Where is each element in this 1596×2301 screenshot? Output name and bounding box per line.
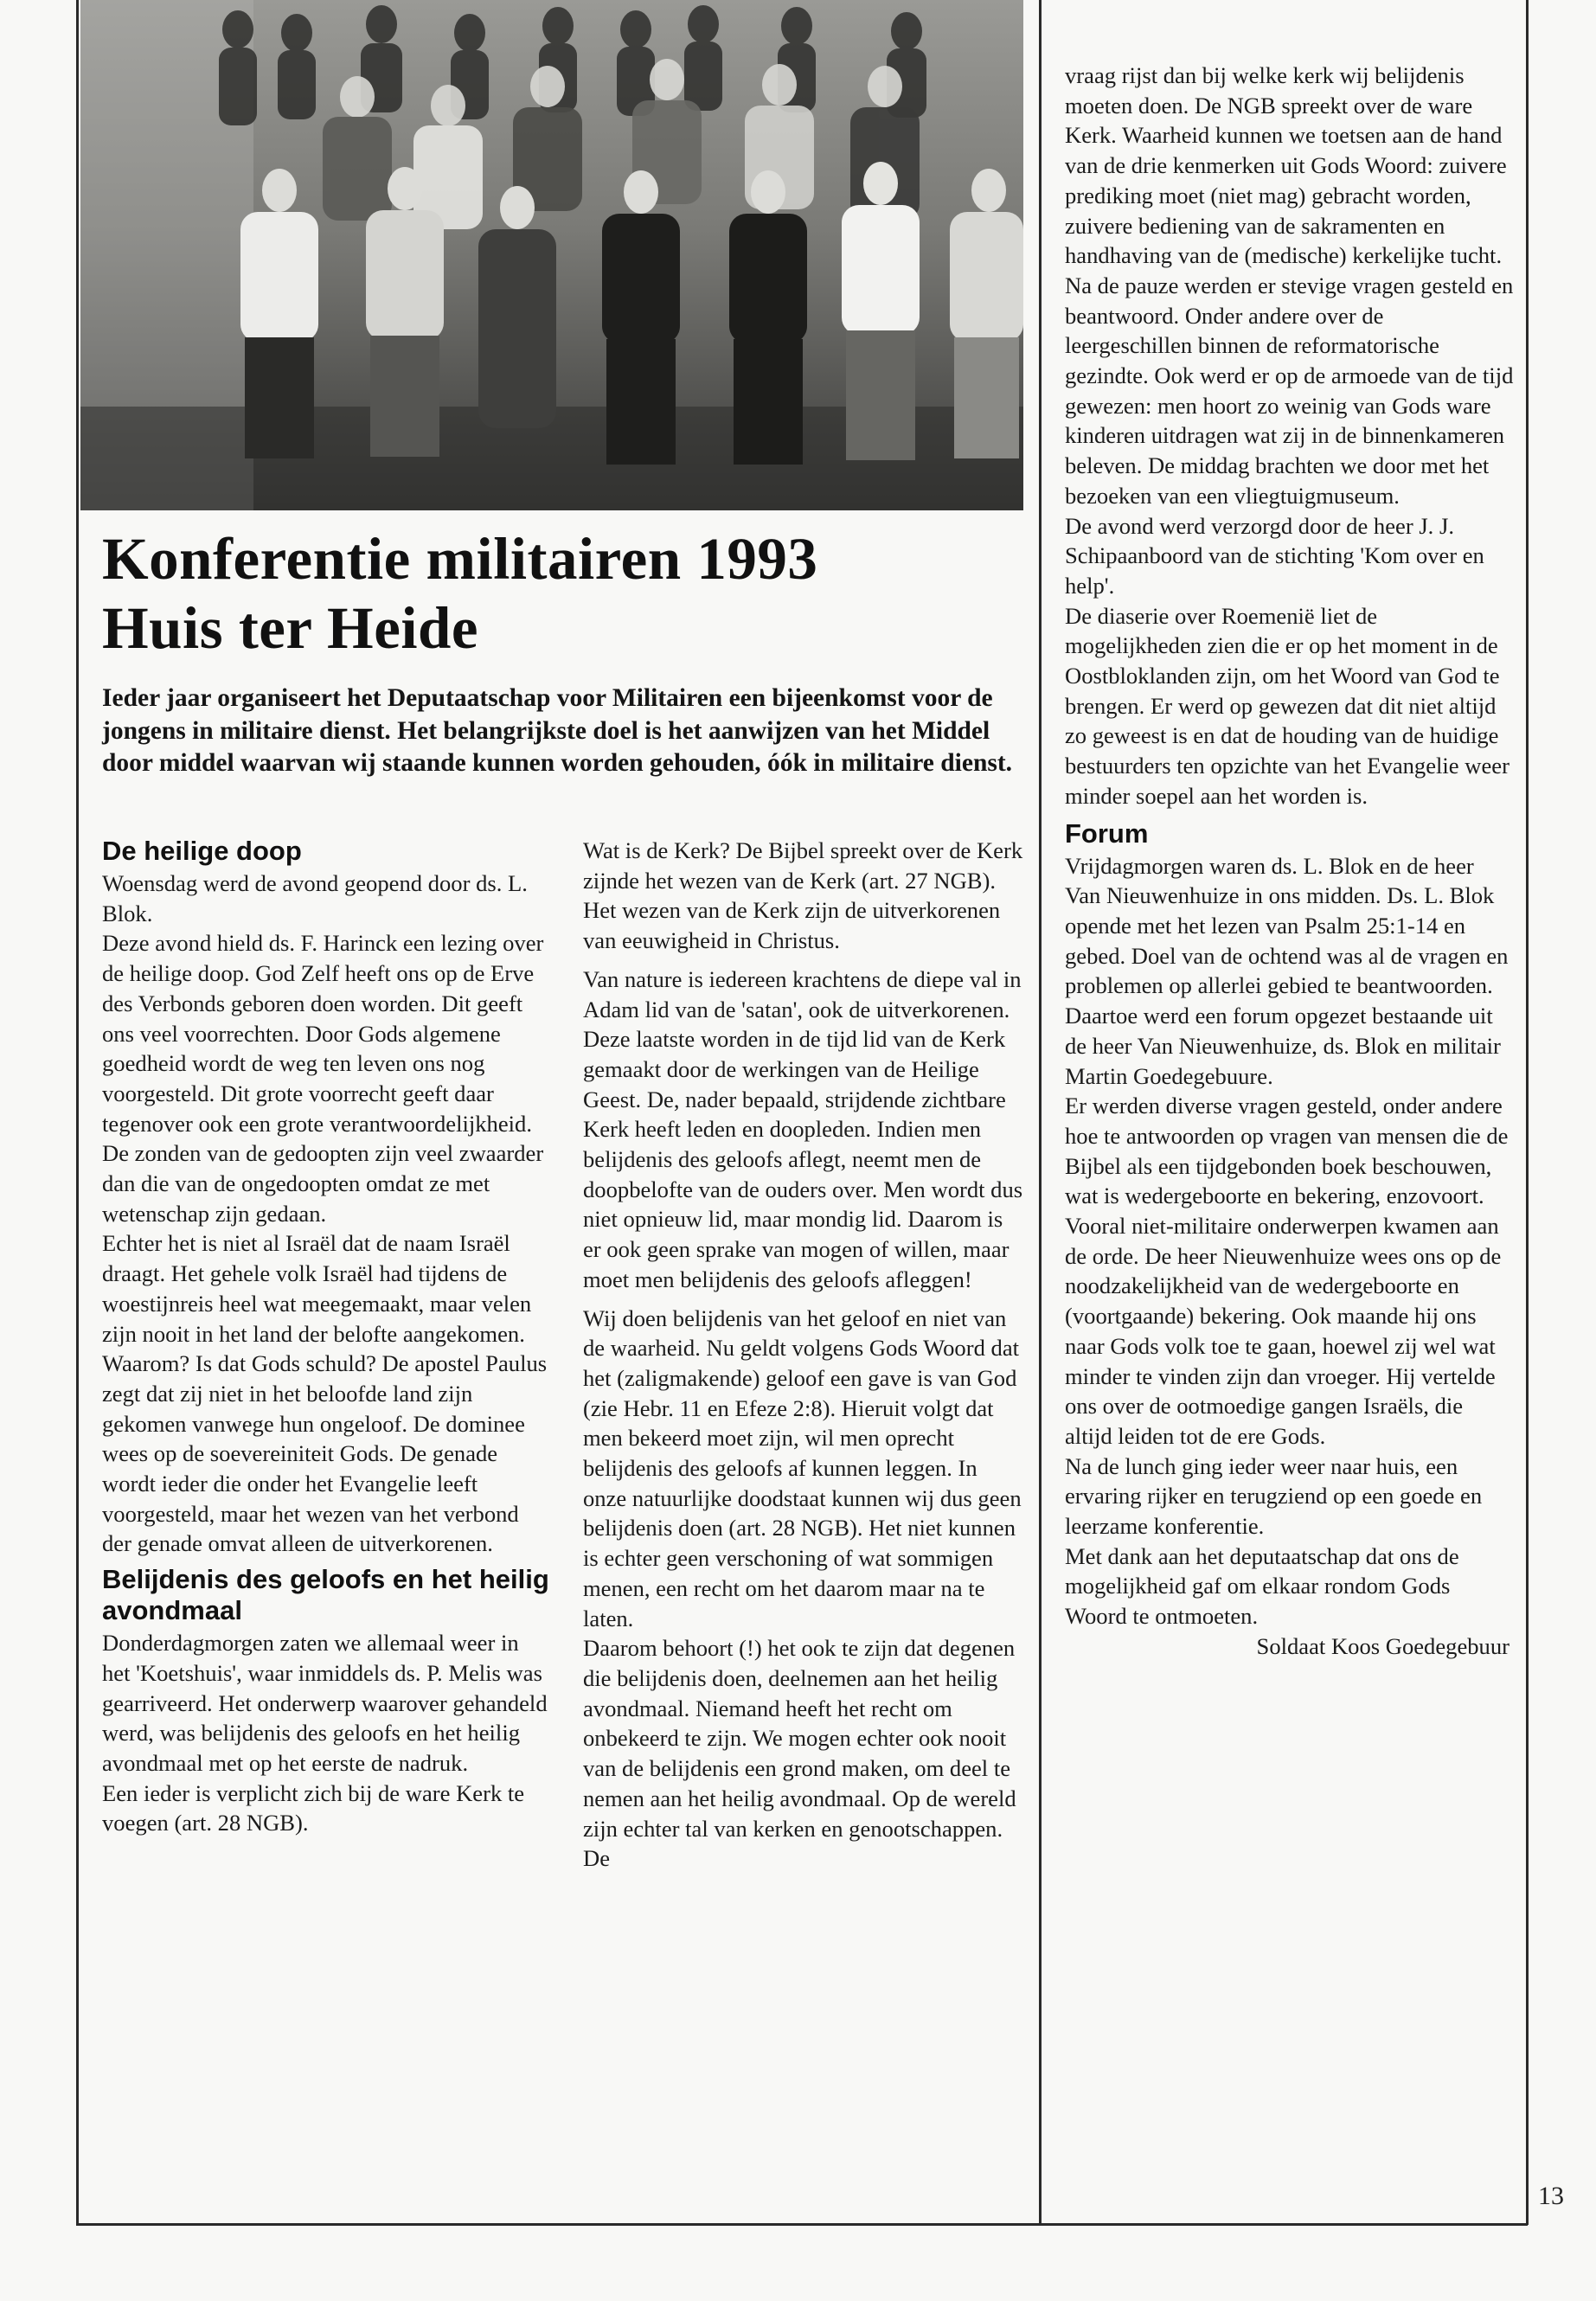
section-heading-belijdenis: Belijdenis des geloofs en het heilig avondmaal [102, 1564, 549, 1626]
paragraph: De avond werd verzorgd door de heer J. J. Schipaanboord van de stichting 'Kom over en help'. [1065, 512, 1484, 599]
column-divider-rule [1039, 0, 1042, 2225]
paragraph: Donderdagmorgen zaten we allemaal weer in het 'Koetshuis', waar inmiddels ds. P. Melis was gearriveerd. Het onderwerp waarover gehandeld werd, was belijdenis des geloofs en het heilig avondmaal met op het eerste de nadruk. [102, 1630, 548, 1776]
paragraph: Van nature is iedereen krachtens de diepe val in Adam lid van de 'satan', ook de uitverkorenen. Deze laatste worden in de tijd lid van de Kerk gemaakt door de werkingen van de Heilige Geest. De, nader bepaald, strijdende zichtbare Kerk heeft leden en doopleden. Indien men belijdenis des geloofs aflegt, neemt men de doopbelofte van de ouders over. Men wordt dus niet opnieuw lid, maar mondig lid. Daarom is er ook geen sprake van mogen of willen, maar moet men belijdenis des geloofs afleggen! [583, 965, 1023, 1292]
group-photo-image [80, 0, 1023, 510]
group-photo [80, 0, 1023, 510]
paragraph: vraag rijst dan bij welke kerk wij belijdenis moeten doen. De NGB spreekt over de ware Kerk. Waarheid kunnen we toetsen aan de hand van de drie kenmerken uit Gods Woord: zuivere prediking moet (niet mag) gebracht worden, zuivere bediening van de sakramenten en handhaving van de (medische) kerkelijke tucht. [1065, 62, 1507, 269]
article-headline [102, 524, 1036, 663]
paragraph: Daarom behoort (!) het ook te zijn dat degenen die belijdenis doen, deelnemen aan het heilig avondmaal. Niemand heeft het recht om onbekeerd te zijn. We mogen echter ook nooit van de belijdenis een grond maken, om deel te nemen aan het heilig avondmaal. Op de wereld zijn echter tal van kerken en genootschappen. De [583, 1635, 1016, 1872]
paragraph: Na de pauze werden er stevige vragen gesteld en beantwoord. Onder andere over de leergeschillen binnen de reformatorische gezindte. Ook werd er op de armoede van de tijd gewezen: men hoort zo weinig van Gods ware kinderen uitdragen wat zij in de binnenkameren beleven. De middag brachten we door met het bezoeken van een vliegtuigmuseum. [1065, 272, 1514, 509]
paragraph: Wat is de Kerk? De Bijbel spreekt over de Kerk zijnde het wezen van de Kerk (art. 27 NGB). Het wezen van de Kerk zijn de uitverkorenen van eeuwigheid in Christus. [583, 837, 1023, 954]
headline-line-1: Konferentie militairen 1993 [102, 526, 818, 592]
paragraph: Woensdag werd de avond geopend door ds. L. Blok. [102, 870, 528, 926]
paragraph: Er werden diverse vragen gesteld, onder andere hoe te antwoorden op vragen van mensen die de Bijbel als een tijdgebonden boek beschouwen, wat is wedergeboorte en bekering, enzovoort. Vooral niet-militaire onderwerpen kwamen aan de orde. De heer Nieuwenhuize wees ons op de noodzakelijkheid van de wedergeboorte en (voortgaande) bekering. Ook maande hij ons naar Gods volk toe te gaan, hoewel zij wel wat minder te vinden zijn dan vroeger. Hij vertelde ons over de ootmoedige gangen Israëls, die altijd leiden tot de ere Gods. [1065, 1093, 1509, 1449]
paragraph: Vrijdagmorgen waren ds. L. Blok en de heer Van Nieuwenhuize in ons midden. Ds. L. Blok opende met het lezen van Psalm 25:1-14 en gebed. Doel van de ochtend was al de vragen en problemen op allerlei gebied te beantwoorden. Daartoe werd een forum opgezet bestaande uit de heer Van Nieuwenhuize, ds. Blok en militair Martin Goedegebuure. [1065, 852, 1509, 1089]
paragraph: Echter het is niet al Israël dat de naam Israël draagt. Het gehele volk Israël had tijdens de woestijnreis heel wat meegemaakt, maar velen zijn nooit in het land der belofte aangekomen. Waarom? Is dat Gods schuld? De apostel Paulus zegt dat zij niet in het beloofde land zijn gekomen vanwege hun ongeloof. De dominee wees op de soevereiniteit Gods. De genade wordt ieder die onder het Evangelie leeft voorgesteld, maar het wezen van het verbond der genade omvat alleen de uitverkorenen. [102, 1230, 548, 1557]
headline-line-2: Huis ter Heide [102, 595, 479, 661]
paragraph: Een ieder is verplicht zich bij de ware Kerk te voegen (art. 28 NGB). [102, 1779, 525, 1836]
article-intro: Ieder jaar organiseert het Deputaatschap voor Militairen een bijeenkomst voor de jongens in militaire dienst. Het belangrijkste doel is het aanwijzen van het Middel door middel waarvan wij staande kunnen worden gehouden, óók in militaire dienst. [102, 684, 1013, 777]
frame-right-rule [1526, 0, 1529, 2225]
page-number: 13 [1538, 2182, 1564, 2210]
paragraph: Deze avond hield ds. F. Harinck een lezing over de heilige doop. God Zelf heeft ons op de Erve des Verbonds geboren doen worden. Dit geeft ons veel voorrechten. Door Gods algemene goedheid wordt de weg ten leven ons nog voorgesteld. Dit grote voorrecht geeft daar tegenover ook een grote verantwoordelijkheid. De zonden van de gedoopten zijn veel zwaarder dan die van de ongedoopten omdat ze met wetenschap zijn gedaan. [102, 930, 544, 1227]
frame-left-rule [76, 0, 79, 2225]
paragraph: Na de lunch ging ieder weer naar huis, een ervaring rijker en terugziend op een goede en leerzame konferentie. [1065, 1452, 1483, 1540]
paragraph: Met dank aan het deputaatschap dat ons de mogelijkheid gaf om elkaar rondom Gods Woord te ontmoeten. [1065, 1542, 1459, 1630]
section-heading-forum: Forum [1065, 817, 1149, 849]
paragraph: De diaserie over Roemenië liet de mogelijkheden zien die er op het moment in de Oostbloklanden zijn, om het Woord van God te brengen. Er werd op gewezen dat dit niet altijd zo geweest is en dat de houding van de huidige bestuurders ten opzichte van het Evangelie weer minder soepel aan het worden is. [1065, 602, 1509, 809]
section-heading-doop: De heilige doop [102, 836, 302, 866]
text-column-2 [583, 836, 1024, 1874]
text-column-3 [1065, 61, 1515, 1662]
paragraph: Wij doen belijdenis van het geloof en niet van de waarheid. Nu geldt volgens Gods Woord dat het (zaligmakende) geloof een gave is van God (zie Hebr. 11 en Efeze 2:8). Hieruit volgt dat men bekeerd moet zijn, wil men oprecht belijdenis des geloofs af kunnen leggen. In onze natuurlijke doodstaat kunnen wij dus geen belijdenis doen (art. 28 NGB). Het niet kunnen is echter geen verschoning of wat sommigen menen, een recht om het daarom maar na te laten. [583, 1304, 1022, 1631]
text-column-1 [102, 836, 552, 1838]
frame-bottom-rule [76, 2223, 1528, 2226]
author-signature: Soldaat Koos Goedegebuur [1256, 1632, 1509, 1659]
